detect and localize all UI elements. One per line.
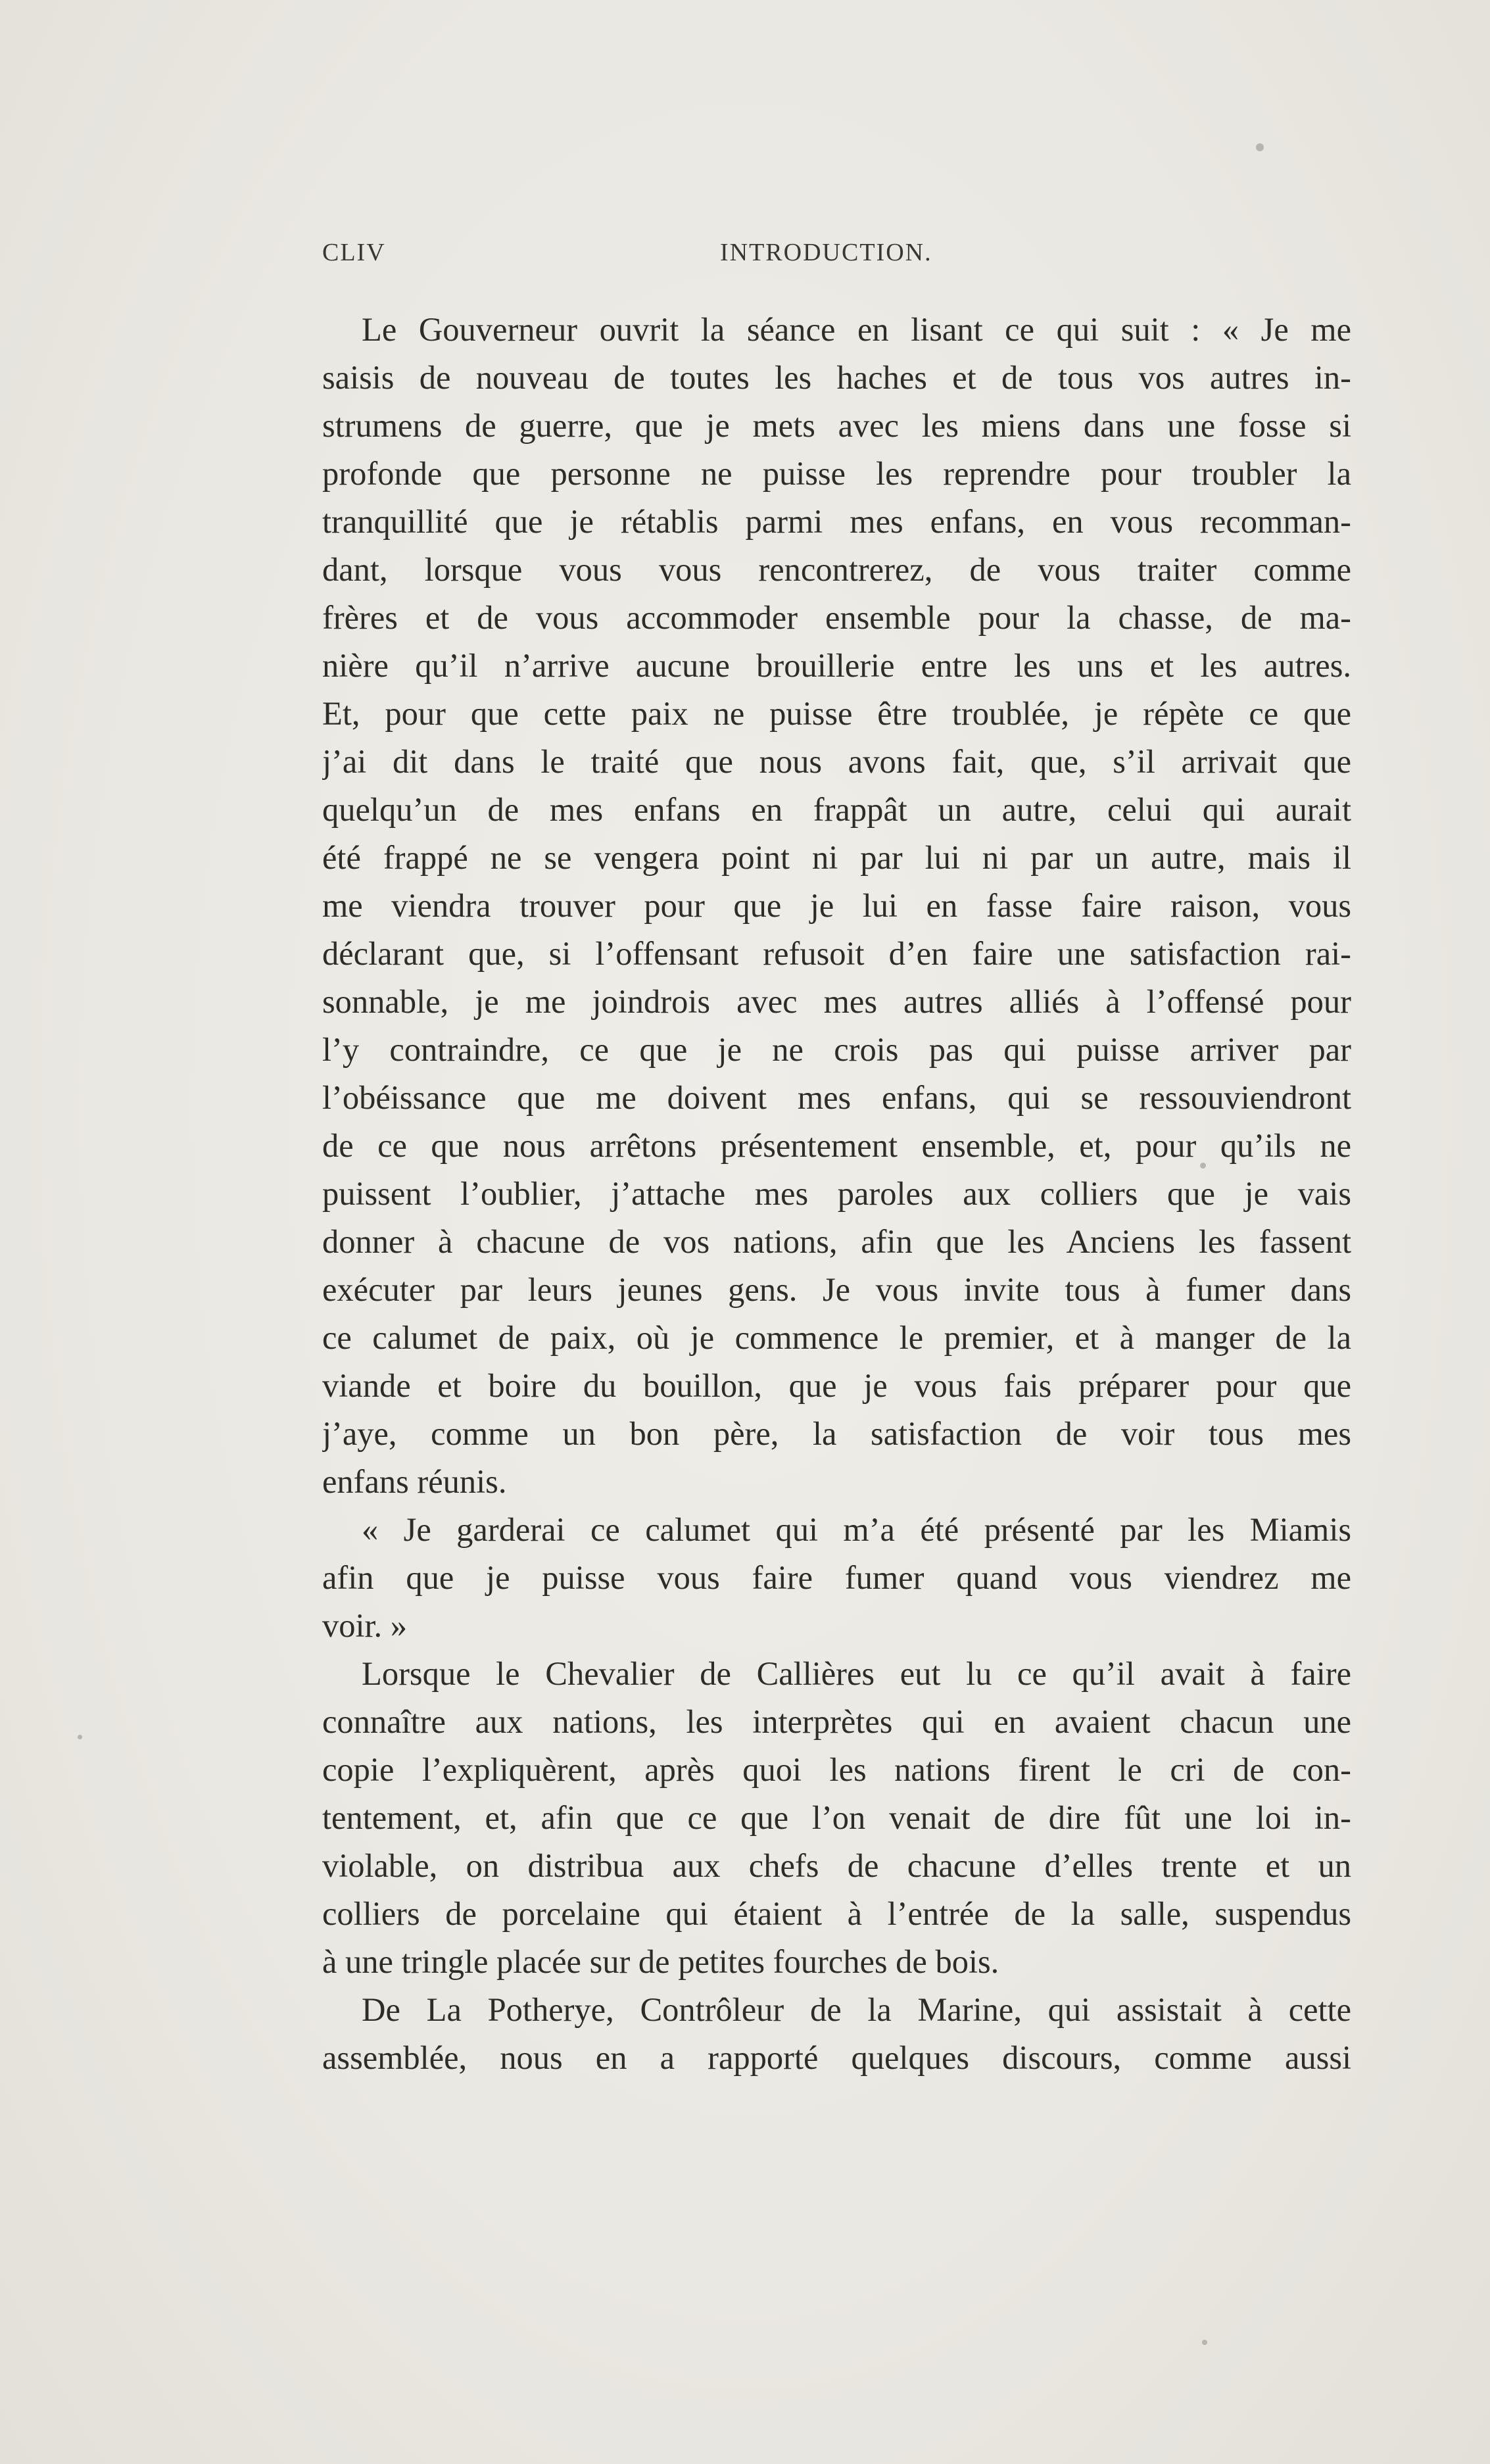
text-line: exécuter par leurs jeunes gens. Je vous invite tous à fumer dans [322,1271,1351,1308]
text-line: Et, pour que cette paix ne puisse être troublée, je répète ce que [322,695,1351,732]
text-line: viande et boire du bouillon, que je vous fais préparer pour que [322,1367,1351,1404]
text-line: colliers de porcelaine qui étaient à l’entrée de la salle, suspendus [322,1895,1351,1932]
page-number: CLIV [322,239,386,266]
text-line: profonde que personne ne puisse les reprendre pour troubler la [322,455,1351,492]
text-line: copie l’expliquèrent, après quoi les nations firent le cri de con- [322,1751,1351,1788]
text-line: l’obéissance que me doivent mes enfans, qui se ressouviendront [322,1079,1351,1116]
text-line: Le Gouverneur ouvrit la séance en lisant ce qui suit : « Je me [362,311,1351,348]
running-head: INTRODUCTION. [720,239,932,266]
text-line: strumens de guerre, que je mets avec les miens dans une fosse si [322,407,1351,444]
text-line: Lorsque le Chevalier de Callières eut lu ce qu’il avait à faire [362,1655,1351,1692]
text-line: déclarant que, si l’offensant refusoit d’en faire une satisfaction rai- [322,935,1351,972]
text-line: voir. » [322,1607,408,1644]
paper-speck [1256,143,1264,151]
paper-speck [1202,2340,1207,2345]
text-line: nière qu’il n’arrive aucune brouillerie entre les uns et les autres. [322,647,1351,684]
text-line: saisis de nouveau de toutes les haches et de tous vos autres in- [322,359,1351,396]
text-line: à une tringle placée sur de petites fourches de bois. [322,1943,999,1980]
text-line: « Je garderai ce calumet qui m’a été présenté par les Miamis [362,1511,1351,1548]
text-line: donner à chacune de vos nations, afin que les Anciens les fassent [322,1223,1351,1260]
text-line: dant, lorsque vous vous rencontrerez, de vous traiter comme [322,551,1351,588]
text-line: assemblée, nous en a rapporté quelques discours, comme aussi [322,2039,1351,2076]
text-line: afin que je puisse vous faire fumer quand vous viendrez me [322,1559,1351,1596]
text-line: connaître aux nations, les interprètes qui en avaient chacun une [322,1703,1351,1740]
page-header [322,238,1348,278]
text-line: j’ai dit dans le traité que nous avons fait, que, s’il arrivait que [322,743,1351,780]
text-line: l’y contraindre, ce que je ne crois pas qui puisse arriver par [322,1031,1351,1068]
text-line: j’aye, comme un bon père, la satisfaction de voir tous mes [322,1415,1351,1452]
text-line: violable, on distribua aux chefs de chacune d’elles trente et un [322,1847,1351,1884]
text-line: tentement, et, afin que ce que l’on venait de dire fût une loi in- [322,1799,1351,1836]
text-line: sonnable, je me joindrois avec mes autres alliés à l’offensé pour [322,983,1351,1020]
text-line: ce calumet de paix, où je commence le premier, et à manger de la [322,1319,1351,1356]
paper-speck [78,1735,82,1739]
body-text [322,306,1351,2082]
text-line: puissent l’oublier, j’attache mes paroles aux colliers que je vais [322,1175,1351,1212]
text-line: de ce que nous arrêtons présentement ensemble, et, pour qu’ils ne [322,1127,1351,1164]
text-line: frères et de vous accommoder ensemble pour la chasse, de ma- [322,599,1351,636]
text-line: quelqu’un de mes enfans en frappât un autre, celui qui aurait [322,791,1351,828]
text-line: De La Potherye, Contrôleur de la Marine, qui assistait à cette [362,1991,1351,2028]
text-line: me viendra trouver pour que je lui en fasse faire raison, vous [322,887,1351,924]
text-line: tranquillité que je rétablis parmi mes enfans, en vous recomman- [322,503,1351,540]
text-line: été frappé ne se vengera point ni par lui ni par un autre, mais il [322,839,1351,876]
text-line: enfans réunis. [322,1463,507,1500]
